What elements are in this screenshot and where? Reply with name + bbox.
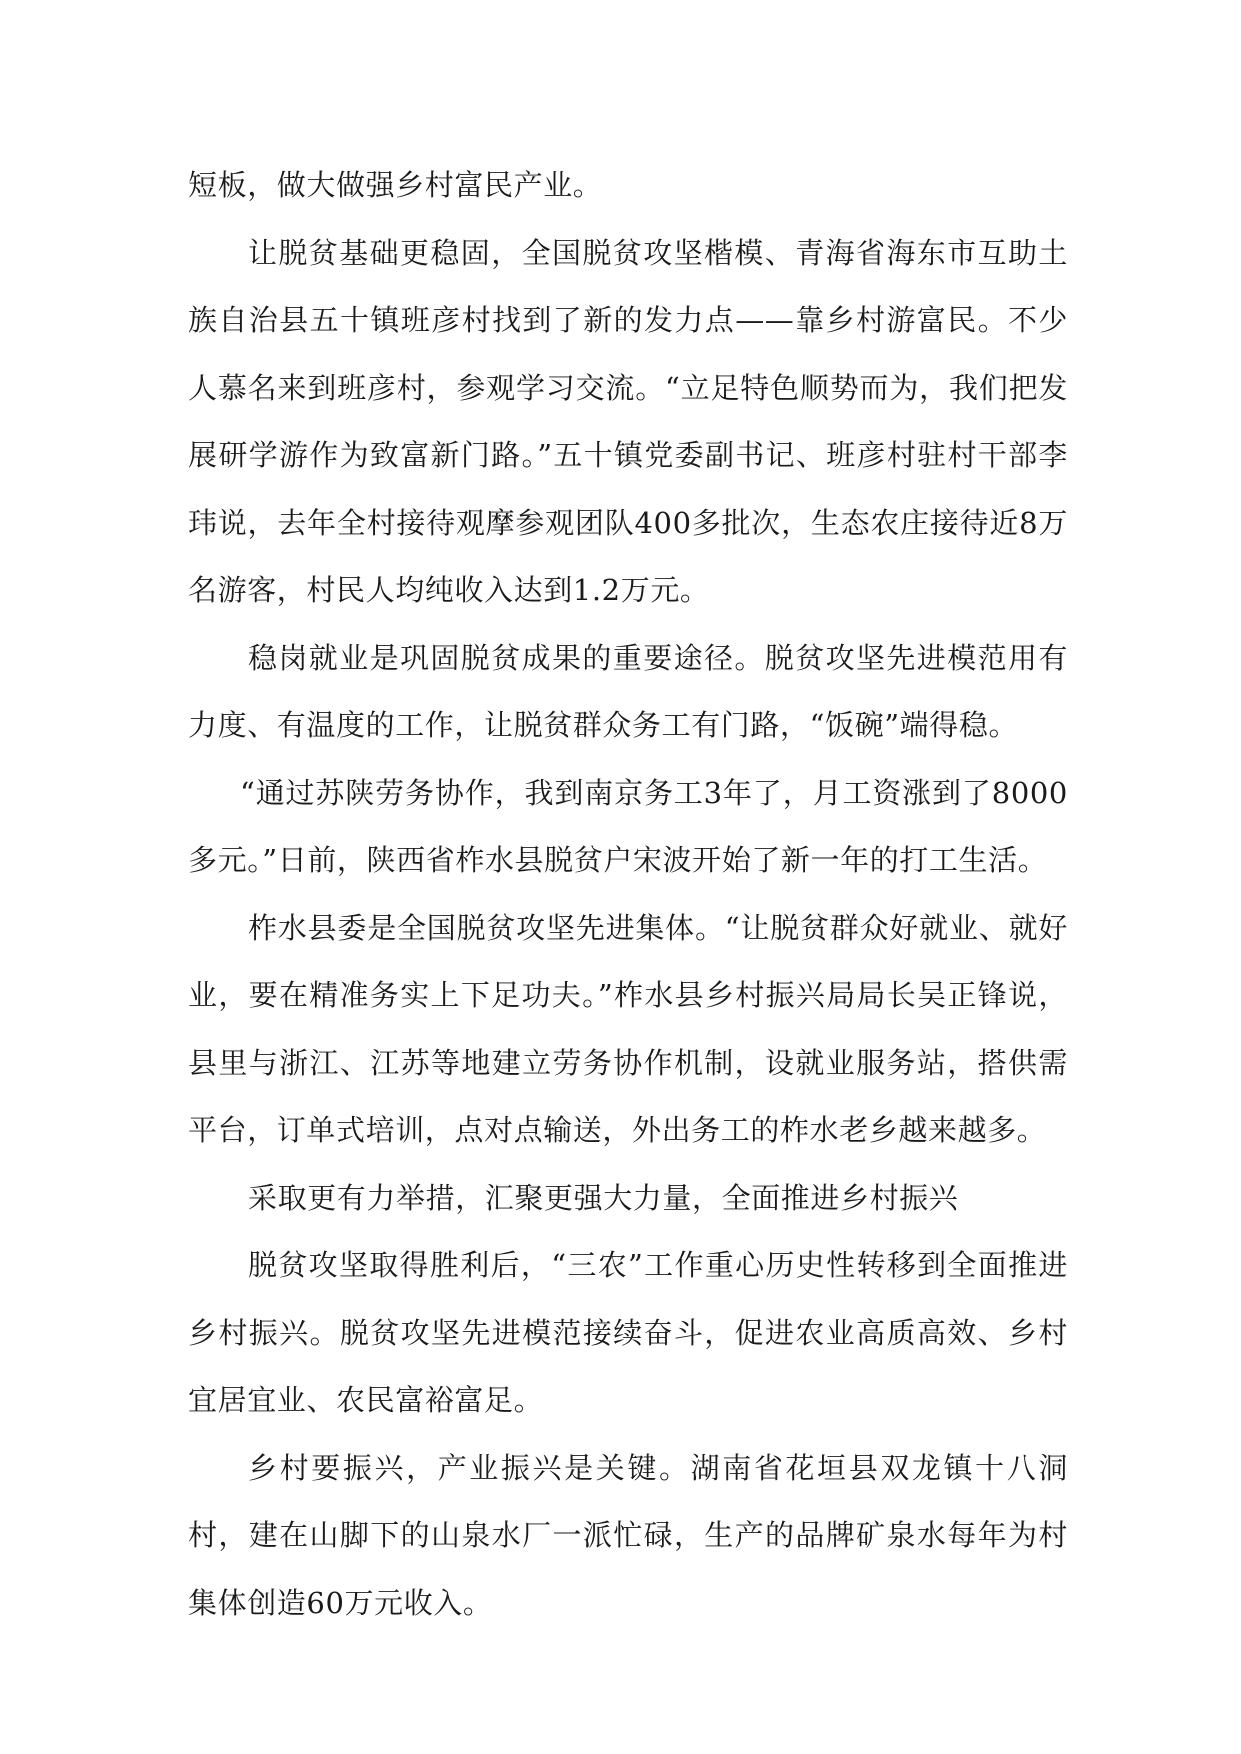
paragraph-stable-employment: 稳岗就业是巩固脱贫成果的重要途径。脱贫攻坚先进模范用有力度、有温度的工作，让脱贫群众务工有门路，“饭碗”端得稳。 bbox=[188, 640, 1068, 742]
paragraph-continuation: 短板，做大做强乡村富民产业。 bbox=[188, 168, 603, 202]
paragraph-shibadong-village: 乡村要振兴，产业振兴是关键。湖南省花垣县双龙镇十八洞村，建在山脚下的山泉水厂一派忙碌，生产的品牌矿泉水每年为村集体创造60万元收入。 bbox=[188, 1450, 1068, 1620]
paragraph-banyan-village: 让脱贫基础更稳固，全国脱贫攻坚楷模、青海省海东市互助土族自治县五十镇班彦村找到了新的发力点——靠乡村游富民。不少人慕名来到班彦村，参观学习交流。“立足特色顺势而为，我们把发展研学游作为致富新门路。”五十镇党委副书记、班彦村驻村干部李玮说，去年全村接待观摩参观团队400多批次，生态农庄接待近8万名游客，村民人均纯收入达到1.2万元。 bbox=[188, 235, 1068, 607]
document-body bbox=[188, 152, 1068, 1637]
paragraph-zhashui-county: 柞水县委是全国脱贫攻坚先进集体。“让脱贫群众好就业、就好业，要在精准务实上下足功夫。”柞水县乡村振兴局局长吴正锋说，县里与浙江、江苏等地建立劳务协作机制，设就业服务站，搭供需平台，订单式培训，点对点输送，外出务工的柞水老乡越来越多。 bbox=[188, 910, 1068, 1147]
paragraph-rural-revitalization: 脱贫攻坚取得胜利后，“三农”工作重心历史性转移到全面推进乡村振兴。脱贫攻坚先进模范接续奋斗，促进农业高质高效、乡村宜居宜业、农民富裕富足。 bbox=[188, 1248, 1068, 1417]
paragraph-song-bo-quote: “通过苏陕劳务协作，我到南京务工3年了，月工资涨到了8000多元。”日前，陕西省柞水县脱贫户宋波开始了新一年的打工生活。 bbox=[188, 775, 1068, 877]
section-heading: 采取更有力举措，汇聚更强大力量，全面推进乡村振兴 bbox=[248, 1180, 959, 1215]
